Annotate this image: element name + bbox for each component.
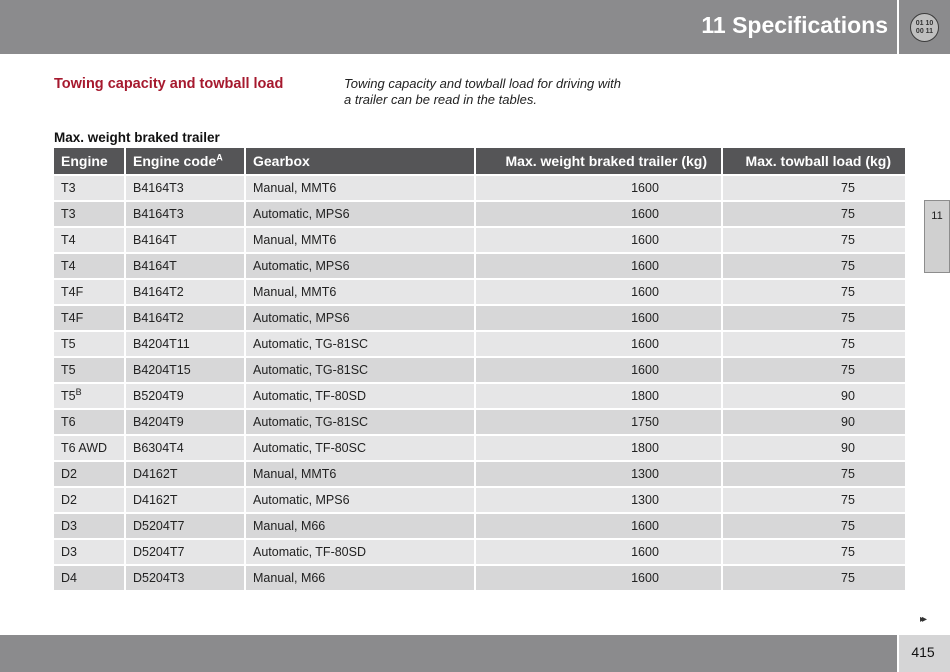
cell-engine-code: B4164T — [126, 254, 244, 278]
cell-gearbox: Automatic, TF-80SD — [246, 540, 474, 564]
cell-max-towball: 75 — [723, 306, 905, 330]
cell-max-towball: 90 — [723, 410, 905, 434]
cell-engine-code: D4162T — [126, 488, 244, 512]
cell-gearbox: Manual, MMT6 — [246, 462, 474, 486]
cell-engine-code: D5204T7 — [126, 514, 244, 538]
cell-max-weight: 1600 — [476, 254, 721, 278]
cell-engine: D3 — [54, 540, 124, 564]
page-number: 415 — [911, 644, 935, 660]
cell-gearbox: Manual, MMT6 — [246, 280, 474, 304]
cell-gearbox: Automatic, MPS6 — [246, 254, 474, 278]
table-row — [54, 254, 905, 278]
table-row — [54, 410, 905, 434]
cell-max-weight: 1800 — [476, 384, 721, 408]
header-gearbox: Gearbox — [246, 148, 474, 174]
cell-engine: D3 — [54, 514, 124, 538]
cell-max-weight: 1800 — [476, 436, 721, 460]
cell-gearbox: Automatic, TF-80SD — [246, 384, 474, 408]
cell-max-towball: 75 — [723, 566, 905, 590]
cell-engine-code: D5204T3 — [126, 566, 244, 590]
cell-gearbox: Manual, MMT6 — [246, 228, 474, 252]
cell-gearbox: Manual, M66 — [246, 514, 474, 538]
table-row — [54, 540, 905, 564]
cell-max-weight: 1600 — [476, 514, 721, 538]
cell-engine-code: B4164T2 — [126, 306, 244, 330]
cell-gearbox: Automatic, MPS6 — [246, 202, 474, 226]
cell-engine-code: D5204T7 — [126, 540, 244, 564]
cell-max-towball: 75 — [723, 254, 905, 278]
cell-engine: $T5^B$ — [54, 384, 124, 408]
cell-gearbox: Manual, M66 — [246, 566, 474, 590]
cell-engine-code: B4204T11 — [126, 332, 244, 356]
cell-engine: T6 — [54, 410, 124, 434]
header-engine-code: Engine code$^A$ — [126, 148, 244, 174]
footnote-marker: A — [216, 152, 223, 163]
cell-max-weight: 1600 — [476, 540, 721, 564]
cell-max-towball: 75 — [723, 540, 905, 564]
table-row — [54, 358, 905, 382]
cell-max-towball: 75 — [723, 176, 905, 200]
table-row — [54, 176, 905, 200]
cell-engine: T3 — [54, 202, 124, 226]
cell-engine-code: D4162T — [126, 462, 244, 486]
cell-engine-code: B4164T — [126, 228, 244, 252]
cell-max-weight: 1600 — [476, 332, 721, 356]
cell-max-weight: 1600 — [476, 280, 721, 304]
towing-capacity-table — [52, 146, 907, 592]
cell-max-weight: 1600 — [476, 228, 721, 252]
table-row — [54, 332, 905, 356]
cell-engine: D2 — [54, 488, 124, 512]
cell-engine-code: B4164T2 — [126, 280, 244, 304]
cell-engine: D4 — [54, 566, 124, 590]
cell-max-towball: 75 — [723, 228, 905, 252]
continue-arrow-icon: ▸▸ — [920, 614, 925, 625]
chapter-side-tab[interactable]: 11 — [924, 200, 950, 273]
table-row — [54, 514, 905, 538]
cell-gearbox: Automatic, TG-81SC — [246, 358, 474, 382]
cell-engine-code: B6304T4 — [126, 436, 244, 460]
table-row — [54, 384, 905, 408]
cell-engine-code: B4164T3 — [126, 176, 244, 200]
cell-gearbox: Automatic, TG-81SC — [246, 410, 474, 434]
section-intro: Towing capacity and towball load for driving with a trailer can be read in the tables. — [344, 76, 622, 107]
cell-gearbox: Manual, MMT6 — [246, 176, 474, 200]
cell-gearbox: Automatic, MPS6 — [246, 306, 474, 330]
header-engine: Engine — [54, 148, 124, 174]
cell-engine: T5 — [54, 332, 124, 356]
cell-engine: D2 — [54, 462, 124, 486]
chapter-badge-icon: 01 10 00 11 — [910, 13, 939, 42]
table-row — [54, 436, 905, 460]
cell-max-towball: 75 — [723, 332, 905, 356]
table-row — [54, 228, 905, 252]
cell-max-towball: 75 — [723, 202, 905, 226]
cell-gearbox: Automatic, MPS6 — [246, 488, 474, 512]
cell-max-towball: 75 — [723, 358, 905, 382]
cell-gearbox: Automatic, TF-80SC — [246, 436, 474, 460]
cell-max-weight: 1600 — [476, 358, 721, 382]
cell-engine: T4 — [54, 228, 124, 252]
cell-max-towball: 75 — [723, 488, 905, 512]
cell-max-towball: 75 — [723, 280, 905, 304]
header-max-towball: Max. towball load (kg) — [723, 148, 905, 174]
section-title: Towing capacity and towball load — [54, 76, 284, 92]
cell-max-weight: 1300 — [476, 488, 721, 512]
table-row — [54, 202, 905, 226]
cell-max-weight: 1600 — [476, 202, 721, 226]
cell-max-towball: 90 — [723, 436, 905, 460]
cell-engine: T3 — [54, 176, 124, 200]
table-row — [54, 488, 905, 512]
cell-max-weight: 1600 — [476, 566, 721, 590]
cell-gearbox: Automatic, TG-81SC — [246, 332, 474, 356]
cell-max-weight: 1750 — [476, 410, 721, 434]
cell-engine: T6 AWD — [54, 436, 124, 460]
cell-engine: T4F — [54, 306, 124, 330]
table-row — [54, 566, 905, 590]
cell-engine: T4F — [54, 280, 124, 304]
cell-max-weight: 1600 — [476, 306, 721, 330]
chapter-title: 11 Specifications — [701, 12, 888, 38]
header-max-weight: Max. weight braked trailer (kg) — [476, 148, 721, 174]
table-caption: Max. weight braked trailer — [54, 130, 220, 145]
cell-max-weight: 1600 — [476, 176, 721, 200]
table-header-row — [54, 148, 905, 174]
table-row — [54, 462, 905, 486]
cell-engine-code: B4204T9 — [126, 410, 244, 434]
table-row — [54, 306, 905, 330]
cell-engine-code: B4204T15 — [126, 358, 244, 382]
cell-engine-code: B5204T9 — [126, 384, 244, 408]
cell-engine: T5 — [54, 358, 124, 382]
cell-max-towball: 75 — [723, 462, 905, 486]
footnote-marker: B — [75, 386, 82, 397]
cell-max-towball: 90 — [723, 384, 905, 408]
table-row — [54, 280, 905, 304]
cell-max-weight: 1300 — [476, 462, 721, 486]
page-footer — [0, 635, 897, 672]
cell-engine: T4 — [54, 254, 124, 278]
cell-engine-code: B4164T3 — [126, 202, 244, 226]
cell-max-towball: 75 — [723, 514, 905, 538]
